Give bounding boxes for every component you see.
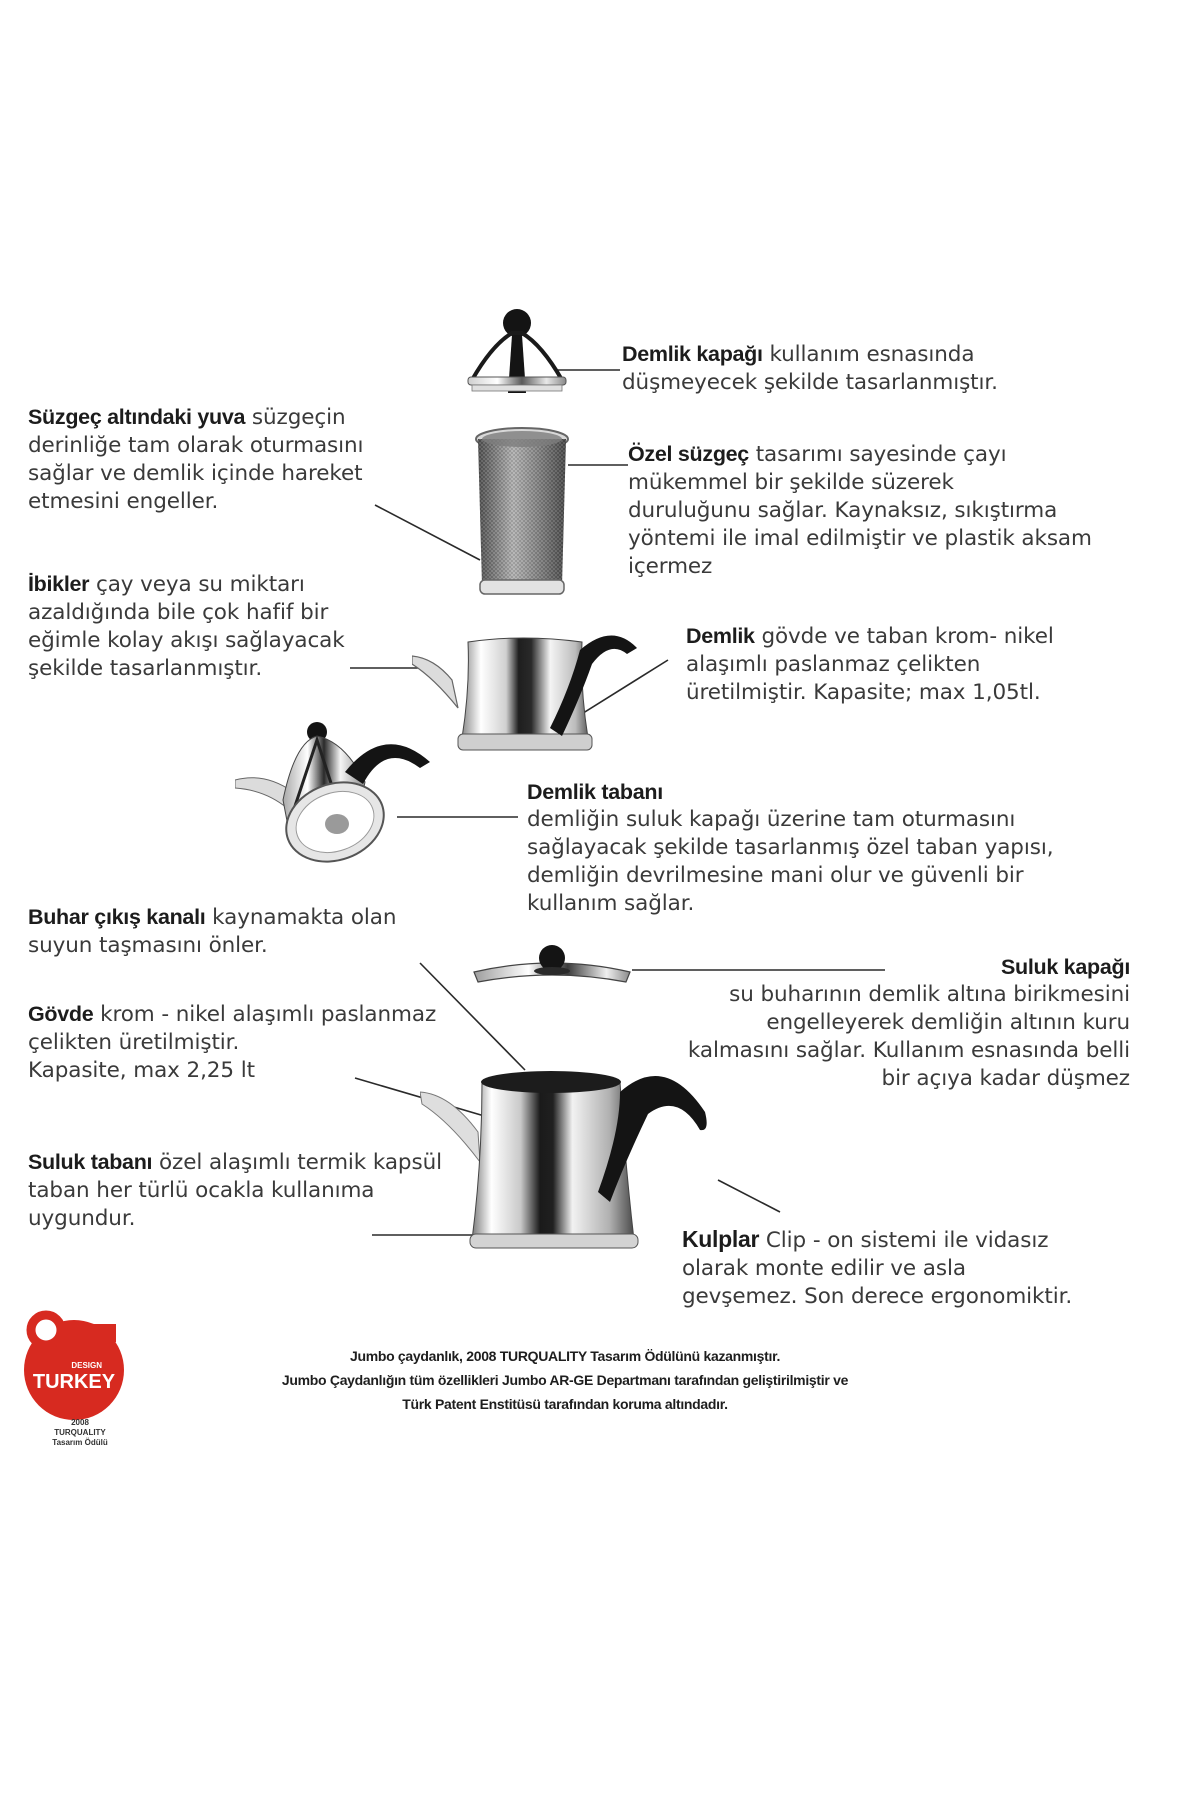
small-teapot-image (412, 628, 637, 758)
caption-suluk-kapagi: Suluk kapağı su buharının demlik altına birikmesini engelleyerek demliğin altının kuru kalmasını sağlar. Kullanım esnasında belli bir açıya kadar düşmez (620, 953, 1130, 1093)
caption-buhar-cikis-kanali: Buhar çıkış kanalı kaynamakta olan suyun taşmasını önler. (28, 905, 397, 958)
caption-title: Suluk tabanı (28, 1150, 153, 1174)
caption-title: Kulplar (682, 1226, 760, 1252)
caption-suzgec-altindaki-yuva: Süzgeç altındaki yuva süzgeçin derinliğe tam olarak oturmasını sağlar ve demlik içinde hareket etmesini engeller. (28, 405, 364, 514)
caption-title: Gövde (28, 1002, 94, 1026)
caption-title: Demlik kapağı (622, 342, 763, 366)
caption-title: Suluk kapağı (1000, 955, 1130, 979)
caption-title: Demlik (686, 624, 755, 648)
caption-title: Özel süzgeç (628, 442, 749, 466)
tilted-teapot-base-image (235, 712, 440, 872)
award-country-text: TURKEY (32, 1371, 116, 1393)
caption-ibikler: İbikler çay veya su miktarı azaldığında bile çok hafif bir eğimle kolay akışı sağlayacak şekilde tasarlanmıştır. (28, 572, 345, 681)
strainer-image (472, 425, 572, 605)
caption-govde: Gövde krom - nikel alaşımlı paslanmaz çelikten üretilmiştir. Kapasite, max 2,25 lt (28, 1002, 437, 1083)
award-design-text: DESIGN (71, 1361, 102, 1370)
caption-title: İbikler (28, 572, 90, 596)
caption-demlik-kapagi: Demlik kapağı kullanım esnasında düşmeyecek şekilde tasarlanmıştır. (622, 342, 998, 395)
caption-kulplar: Kulplar Clip - on sistemi ile vidasız olarak monte edilir ve asla gevşemez. Son derece ergonomiktir. (682, 1226, 1073, 1309)
caption-title: Buhar çıkış kanalı (28, 905, 206, 929)
caption-demlik: Demlik gövde ve taban krom- nikel alaşımlı paslanmaz çelikten üretilmiştir. Kapasite; max 1,05tl. (686, 624, 1054, 705)
caption-suluk-tabani: Suluk tabanı özel alaşımlı termik kapsül taban her türlü ocakla kullanıma uygundur. (28, 1150, 442, 1231)
award-caption: 2008 TURQUALITY Tasarım Ödülü (52, 1418, 108, 1447)
teapot-lid-image (462, 305, 572, 400)
caption-title: Süzgeç altındaki yuva (28, 405, 246, 429)
caption-title: Demlik tabanı (527, 780, 663, 804)
caption-ozel-suzgec: Özel süzgeç tasarımı sayesinde çayı mükemmel bir şekilde süzerek duruluğunu sağlar. Kaynaksız, sıkıştırma yöntemi ile imal edilmiştir ve plastik aksam içermez (628, 442, 1092, 579)
kettle-lid-image (470, 938, 635, 988)
award-note: Jumbo çaydanlık, 2008 TURQUALITY Tasarım Ödülünü kazanmıştır. Jumbo Çaydanlığın tüm özellikleri Jumbo AR-GE Departmanı tarafından geliştirilmiştir ve Türk Patent Enstitüsü tarafından koruma altındadır. (281, 1348, 849, 1412)
caption-demlik-tabani: Demlik tabanı demliğin suluk kapağı üzerine tam oturmasını sağlayacak şekilde tasarlanmış özel taban yapısı, demliğin devrilmesine mani olur ve güvenli bir kullanım sağlar. (527, 778, 1127, 918)
